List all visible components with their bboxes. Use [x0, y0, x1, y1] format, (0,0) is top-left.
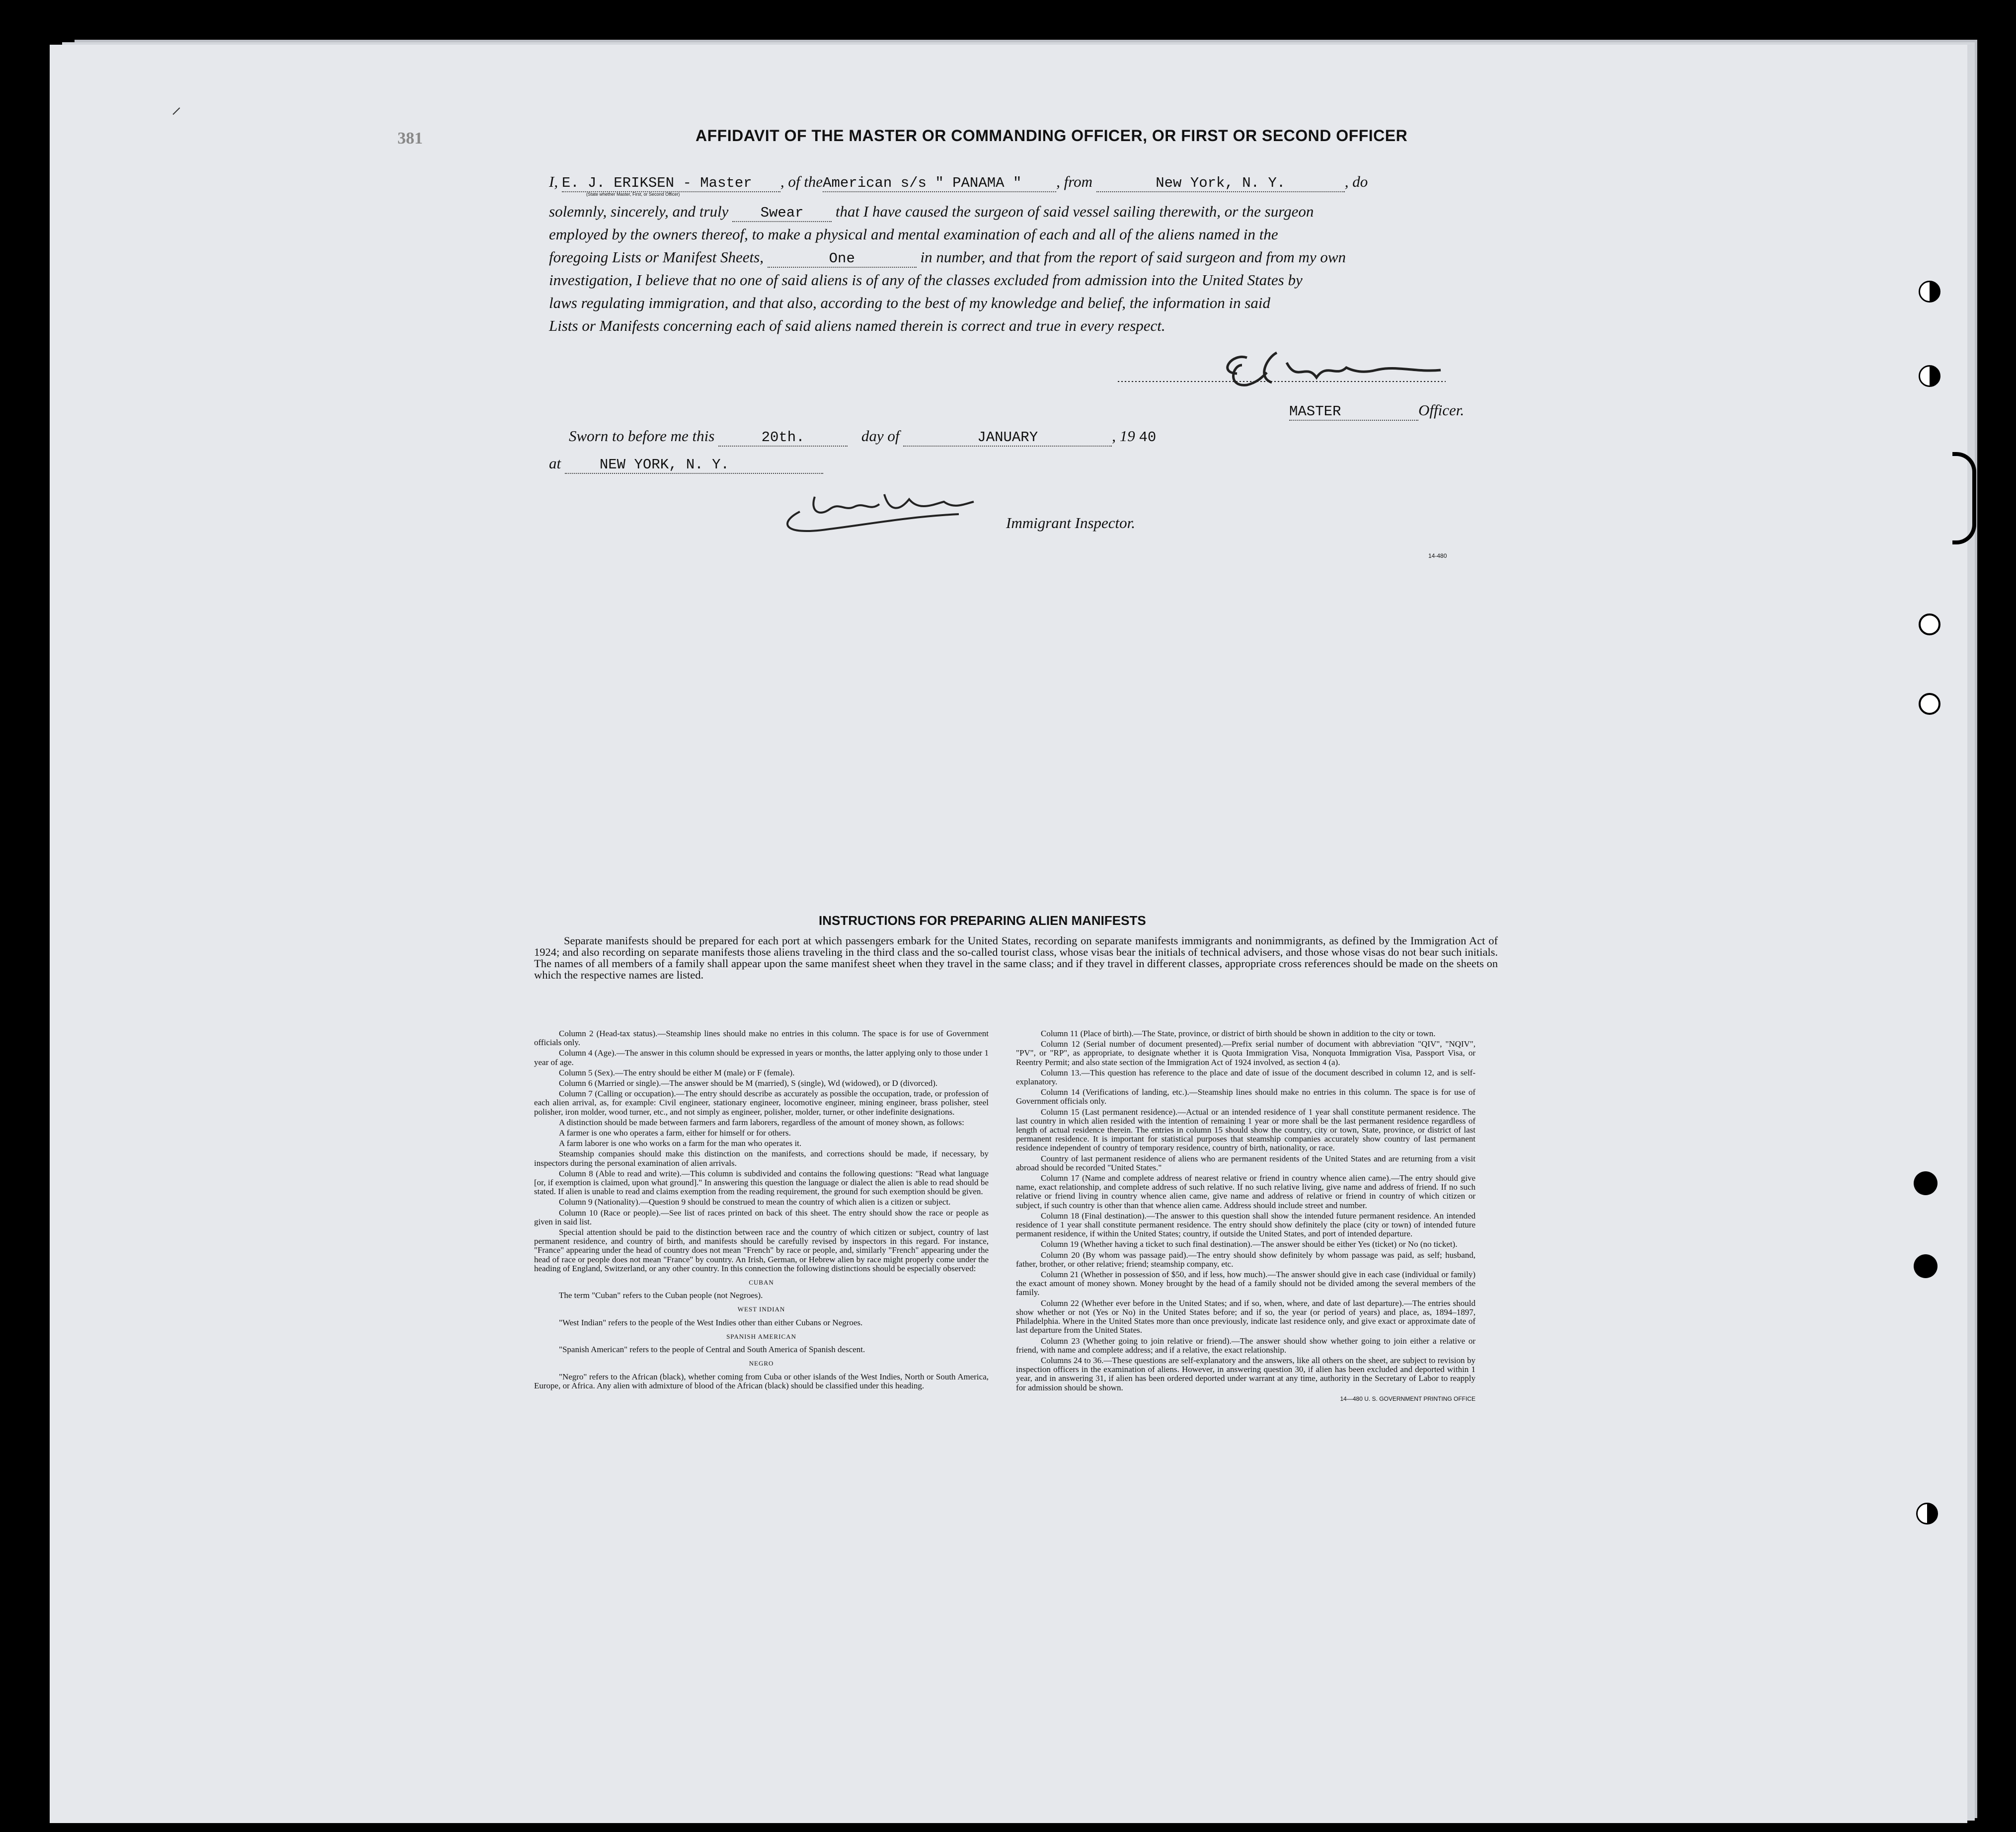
right-paragraph: Column 14 (Verifications of landing, etc.).—Steamship lines should make no entries in this column. The space is for use of Government officials only.: [1016, 1087, 1475, 1106]
binder-hole: [1919, 693, 1940, 715]
left-paragraph: Column 2 (Head-tax status).—Steamship lines should make no entries in this column. The space is for use of Government officials only.: [534, 1029, 989, 1048]
name-caption: (State whether Master, First, or Second Officer): [586, 192, 680, 197]
officer-title: MASTER: [1289, 403, 1418, 421]
line4-text-b: in number, and that from the report of said surgeon and from my own: [920, 248, 1346, 266]
affidavit-line-3: employed by the owners thereof, to make a physical and mental examination of each and all of the aliens named in the: [549, 226, 1278, 243]
left-paragraph: Column 6 (Married or single).—The answer should be M (married), S (single), Wd (widowed), or D (divorced).: [559, 1078, 938, 1088]
oath-word: Swear: [732, 205, 832, 222]
right-paragraph: Column 13.—This question has reference to the place and date of issue of the document described in column 12, and is self-explanatory.: [1016, 1068, 1475, 1087]
right-paragraph: Column 18 (Final destination).—The answer to this question shall show the intended future permanent residence. An intended residence of 1 year shall constitute permanent residence. The entry should show definitely the place (city or town) of intended future permanent residence, if within the United States; country, if outside the United States, and port of intended departure.: [1016, 1211, 1475, 1239]
line1-i: I,: [549, 173, 558, 190]
left-paragraph: Column 10 (Race or people).—See list of races printed on back of this sheet. The entry should show the race or people as given in said list.: [534, 1208, 989, 1226]
affidavit-line-4: [549, 248, 1346, 268]
binder-hole: [1914, 1254, 1938, 1278]
west-indian-text: "West Indian" refers to the people of the West Indies other than either Cubans or Negroes.: [559, 1317, 863, 1327]
spanish-american-heading: SPANISH AMERICAN: [726, 1332, 796, 1340]
sworn-month: JANUARY: [903, 429, 1112, 447]
right-paragraph: Columns 24 to 36.—These questions are self-explanatory and the answers, like all others on the sheet, are subject to revision by inspection officers in the examination of aliens. However, in answering question 30, if alien has been excluded and deported within 1 year, and in answering 31, if alien has been ordered deported under warrant at any time, authority in the Secretary of Labor to reapply for admission should be shown.: [1016, 1355, 1475, 1392]
affidavit-line-6: laws regulating immigration, and that also, according to the best of my knowledge and belief, the information in said: [549, 294, 1271, 311]
sworn-text-b: day of: [861, 427, 900, 445]
sworn-text-c: , 19: [1112, 427, 1135, 445]
left-paragraph: A farmer is one who operates a farm, either for himself or for others.: [559, 1128, 791, 1138]
printing-office-footer: 14—480 U. S. GOVERNMENT PRINTING OFFICE: [1340, 1395, 1475, 1402]
sworn-day: 20th.: [718, 429, 848, 447]
line4-text-a: foregoing Lists or Manifest Sheets,: [549, 248, 764, 266]
inspector-label: Immigrant Inspector.: [1006, 514, 1136, 532]
left-paragraph: Column 7 (Calling or occupation).—The entry should describe as accurately as possible the occupation, trade, or profession of each alien arrival, as, for example: Civil engineer, stationary engineer, locomotive engineer, mining engineer, brass polisher, steel polisher, iron molder, wood turner, etc., and not simply as engineer, polisher, molder, turner, or other indefinite designations.: [534, 1089, 989, 1117]
sworn-line: [569, 427, 1156, 447]
instructions-intro: [534, 935, 1498, 981]
officer-line: [1289, 401, 1464, 421]
line2-text-b: that I have caused the surgeon of said vessel sailing therewith, or the surgeon: [835, 203, 1314, 220]
line1-do: , do: [1344, 173, 1368, 190]
right-paragraph: Country of last permanent residence of aliens who are permanent residents of the United States and are returning from a visit abroad should be recorded "United States.": [1016, 1153, 1475, 1172]
binder-clip: [1952, 452, 1976, 544]
inspector-signature: [770, 482, 1043, 541]
right-paragraph: Column 15 (Last permanent residence).—Actual or an intended residence of 1 year shall constitute permanent residence. The last country in which alien resided with the intention of remaining 1 year or more shall be the last permanent residence regardless of length of actual residence therein. The entries in column 15 should show the country, city or town, State, province, or district of last permanent residence. It is important for statistical purposes that steamship companies accurately show country of last permanent residence independent of country of temporary residence, country of birth, nationality, or race.: [1016, 1107, 1475, 1153]
left-paragraph: Steamship companies should make this distinction on the manifests, and corrections should be made, if necessary, by inspectors during the personal examination of alien arrivals.: [534, 1149, 989, 1168]
binder-hole: [1919, 613, 1940, 635]
instructions-left-column: [534, 1029, 989, 1395]
negro-text: "Negro" refers to the African (black), whether coming from Cuba or other islands of the West Indies, North or South America, Europe, or Africa. Any alien with admixture of blood of the African (black) should be classified under this heading.: [534, 1372, 989, 1390]
binder-hole: [1919, 281, 1940, 303]
at-label: at: [549, 455, 561, 472]
top-mark: 381: [397, 129, 423, 148]
binder-hole: [1914, 1171, 1938, 1195]
left-paragraph: Column 9 (Nationality).—Question 9 should be construed to mean the country of which alien is a citizen or subject.: [559, 1197, 951, 1207]
at-line: [549, 455, 823, 474]
sheet-count: One: [768, 250, 917, 268]
left-paragraph: A farm laborer is one who works on a farm for the man who operates it.: [559, 1139, 802, 1148]
vessel-name: American s/s " PANAMA ": [823, 175, 1056, 192]
departure-port: New York, N. Y.: [1096, 175, 1345, 192]
west-indian-heading: WEST INDIAN: [737, 1305, 785, 1313]
master-name: E. J. ERIKSEN - Master: [562, 175, 780, 192]
affidavit-form-code: 14-480: [1428, 552, 1447, 559]
corner-tick: ⸝: [171, 95, 181, 118]
right-paragraph: Column 23 (Whether going to join relative or friend).—The answer should show whether going to join either a relative or friend, with name and complete address; and if a relative, the exact relationship.: [1016, 1336, 1475, 1355]
affidavit-title: AFFIDAVIT OF THE MASTER OR COMMANDING OFFICER, OR FIRST OR SECOND OFFICER: [696, 127, 1408, 145]
spanish-american-text: "Spanish American" refers to the people of Central and South America of Spanish descent.: [559, 1345, 865, 1355]
negro-heading: NEGRO: [749, 1360, 774, 1368]
right-paragraph: Column 21 (Whether in possession of $50, and if less, how much).—The answer should give in each case (individual or family) the exact amount of money shown. Money brought by the head of a family should not be divided among the several members of the family.: [1016, 1270, 1475, 1298]
sworn-text-a: Sworn to before me this: [569, 427, 715, 445]
master-signature: [1118, 343, 1466, 407]
affidavit-line-5: investigation, I believe that no one of said aliens is of any of the classes excluded from admission into the United States by: [549, 271, 1303, 289]
left-paragraph: Special attention should be paid to the distinction between race and the country of which citizen or subject, country of last permanent residence, and country of birth, and manifests should be carefully revised by inspectors in this regard. For instance, "France" appearing under the head of country does not mean "French" by race or people, and, similarly "French" appearing under the head of race or people does not mean "France" by country. An Irish, German, or Hebrew alien by race might properly come under the heading of England, Switzerland, or any other country. In this connection the following distinctions should be especially observed:: [534, 1227, 989, 1273]
line1-from: , from: [1056, 173, 1092, 190]
right-paragraph: Column 12 (Serial number of document presented).—Prefix serial number of document with abbreviation "QIV", "NQIV", "PV", or "RP", as appropriate, to designate whether it is Quota Immigration Visa, Nonquota Immigration Visa, Passport Visa, or Reentry Permit; and also state section of the Immigration Act of 1924 involved, as section 4 (a).: [1016, 1039, 1475, 1067]
right-paragraph: Column 22 (Whether ever before in the United States; and if so, when, where, and date of last departure).—The entries should show whether or not (Yes or No) in the United States before; and if so, the year (or period of years) and place, as, 1894–1897, Philadelphia. Where in the United States more than once previously, indicate last residence only, and give exact or approximate date of last departure from the United States.: [1016, 1298, 1475, 1335]
affidavit-line-2: [549, 203, 1314, 222]
left-paragraph: Column 5 (Sex).—The entry should be either M (male) or F (female).: [559, 1068, 795, 1077]
binder-hole: [1916, 1503, 1938, 1525]
instructions-right-column: [1016, 1029, 1475, 1403]
affidavit-line-7: Lists or Manifests concerning each of said aliens named therein is correct and true in every respect.: [549, 317, 1165, 334]
line1-of-the: , of the: [780, 173, 823, 190]
sworn-place: NEW YORK, N. Y.: [565, 457, 823, 474]
left-paragraph: Column 4 (Age).—The answer in this column should be expressed in years or months, the latter applying only to those under 1 year of age.: [534, 1048, 989, 1067]
cuban-heading: CUBAN: [749, 1279, 774, 1287]
right-paragraph: Column 17 (Name and complete address of nearest relative or friend in country whence alien came).—The entry should give name, exact relationship, and complete address of such relative. If no such relative living, give name and address of friend. If no such relative or friend living in country whence alien came, give name and address of relative or friend in country of which citizen or subject, if such country is other than that whence alien came. Address should include street and number.: [1016, 1173, 1475, 1210]
right-paragraph: Column 20 (By whom was passage paid).—The entry should show definitely by whom passage was paid, as self; husband, father, brother, or other relative; friend; steamship company, etc.: [1016, 1250, 1475, 1269]
binder-hole: [1919, 365, 1940, 387]
left-paragraph: A distinction should be made between farmers and farm laborers, regardless of the amount of money shown, as follows:: [559, 1117, 964, 1127]
intro-text: Separate manifests should be prepared for each port at which passengers embark for the United States, recording on separate manifests immigrants and nonimmigrants, as defined by the Immigration Act of 1924; and also recording on separate manifests those aliens traveling in the third class and the so-called tourist class, whose visas bear the initials of technical advisers, and those whose visas do not bear such initials. The names of all members of a family shall appear upon the same manifest sheet when they travel in the same class; and if they travel in different classes, appropriate cross references should be made on the sheets on which the respective names are listed.: [534, 934, 1498, 981]
cuban-text: The term "Cuban" refers to the Cuban people (not Negroes).: [559, 1291, 763, 1300]
line2-text-a: solemnly, sincerely, and truly: [549, 203, 729, 220]
sworn-year: 40: [1139, 429, 1157, 446]
right-paragraph: Column 11 (Place of birth).—The State, province, or district of birth should be shown in addition to the city or town.: [1041, 1029, 1436, 1038]
left-paragraph: Column 8 (Able to read and write).—This column is subdivided and contains the following questions: "Read what language [or, if exemption is claimed, upon what ground]." In answering this question the language or dialect the alien is able to read should be stated. If alien is unable to read and claims exemption from the reading requirement, the ground for such exemption should be given.: [534, 1168, 989, 1197]
right-paragraph: Column 19 (Whether having a ticket to such final destination).—The answer should be either Yes (ticket) or No (no ticket).: [1041, 1239, 1458, 1249]
manifest-page: [50, 45, 1967, 1823]
affidavit-line-1: [549, 173, 1368, 192]
instructions-title: INSTRUCTIONS FOR PREPARING ALIEN MANIFESTS: [819, 913, 1146, 928]
officer-suffix: Officer.: [1418, 401, 1465, 419]
